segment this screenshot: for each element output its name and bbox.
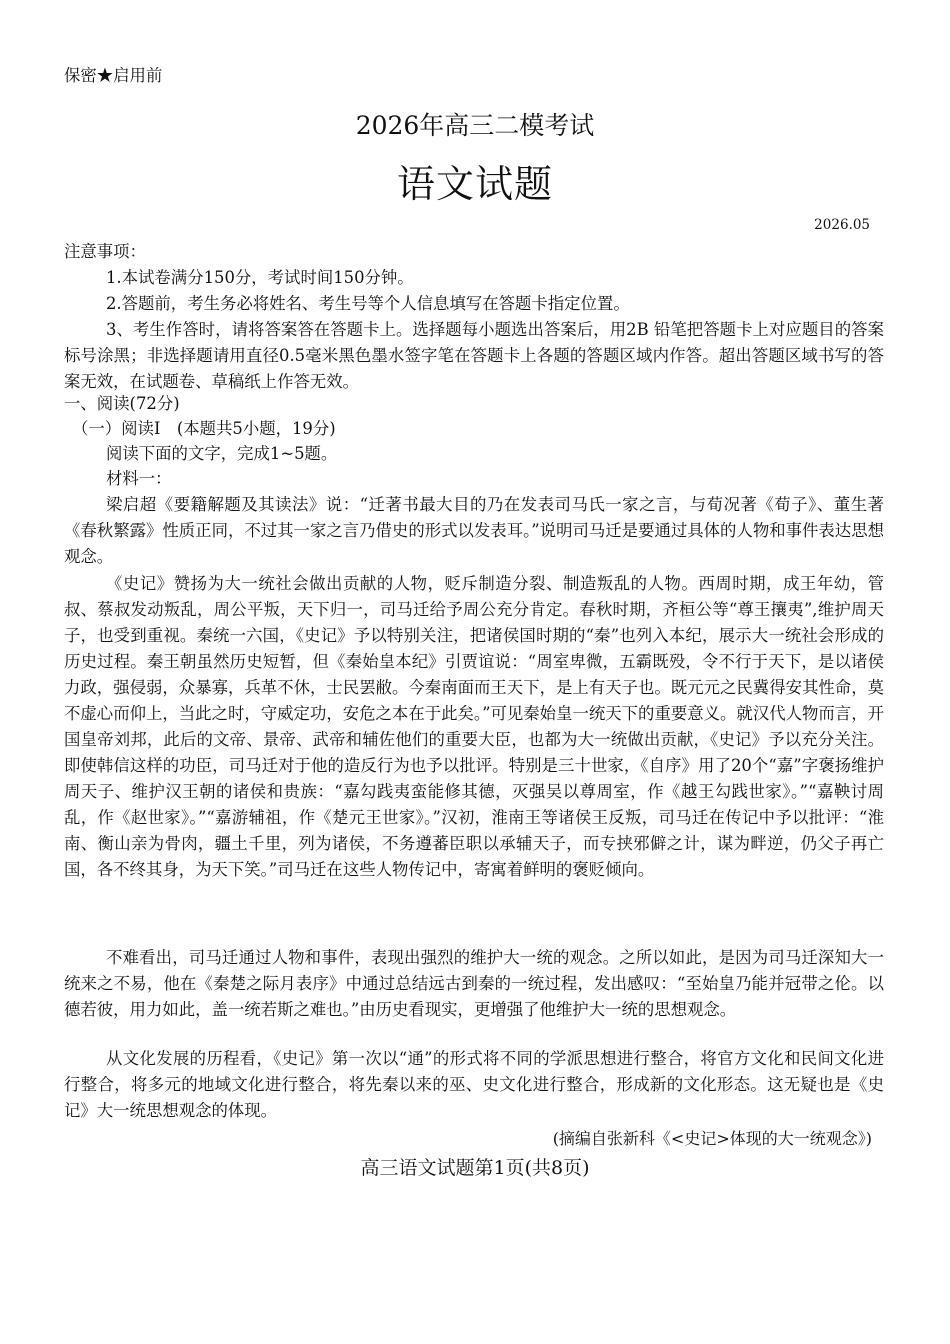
source-citation: (摘编自张新科《<史记>体现的大一统观念》)	[552, 1129, 872, 1148]
exam-title: 2026年高三二模考试	[355, 111, 595, 140]
subsection-title: （一）阅读I (本题共5小题，19分)	[72, 419, 336, 438]
confidential-label: 保密★启用前	[64, 66, 163, 85]
body-paragraph: 梁启超《要籍解题及其读法》说：“迁著书最大目的乃在发表司马氏一家之言，与荀况著《荀子》、董生著《春秋繁露》性质正同，不过其一家之言乃借史的形式以发表耳。”说明司马迁是要通过具体的人物和事件表达思想观念。	[64, 495, 884, 566]
notes-heading: 注意事项：	[64, 242, 146, 261]
body-paragraph: 《史记》赞扬为大一统社会做出贡献的人物，贬斥制造分裂、制造叛乱的人物。西周时期，成王年幼，管叔、蔡叔发动叛乱，周公平叛，天下归一，司马迁给予周公充分肯定。春秋时期，齐桓公等“尊王攘夷”,维护周天子，也受到重视。秦统一六国，《史记》予以特别关注，把诸侯国时期的“秦”也列入本纪，展示大一统社会形成的历史过程。秦王朝虽然历史短暂，但《秦始皇本纪》引贾谊说：“周室卑微，五霸既殁，令不行于天下，是以诸侯力政，强侵弱，众暴寡，兵革不休，士民罢敝。今秦南面而王天下，是上有天子也。既元元之民冀得安其性命，莫不虚心而仰上，当此之时，守威定功，安危之本在于此矣。”可见秦始皇一统天下的重要意义。就汉代人物而言，开国皇帝刘邦，此后的文帝、景帝、武帝和辅佐他们的重要大臣，也都为大一统做出贡献，《史记》予以充分关注。即使韩信这样的功臣，司马迁对于他的造反行为也予以批评。特别是三十世家，《自序》用了20个“嘉”字褒扬维护周天子、维护汉王朝的诸侯和贵族：“嘉勾践夷蛮能修其德，灭强吴以尊周室，作《越王勾践世家》。”“嘉鞅讨周乱，作《赵世家》。”“嘉游辅祖，作《楚元王世家》。”汉初，淮南王等诸侯王反叛，司马迁在传记中予以批评：“淮南、衡山亲为骨肉，疆土千里，列为诸侯，不务遵蕃臣职以承辅天子，而专挟邪僻之计，谋为畔逆，仍父子再亡国，各不终其身，为天下笑。”司马迁在这些人物传记中，寄寓着鲜明的褒贬倾向。	[64, 574, 884, 879]
exam-date: 2026.05	[814, 217, 870, 233]
note-item: 3、考生作答时，请将答案答在答题卡上。选择题每小题选出答案后，用2B 铅笔把答题卡上对应题目的答案标号涂黑；非选择题请用直径0.5毫米黑色墨水签字笔在答题卡上各题的答题区域内作答。超出答题区域书写的答案无效，在试题卷、草稿纸上作答无效。	[64, 320, 884, 391]
material-label: 材料一：	[106, 469, 172, 488]
body-paragraph: 不难看出，司马迁通过人物和事件，表现出强烈的维护大一统的观念。之所以如此，是因为司马迁深知大一统来之不易，他在《秦楚之际月表序》中通过总结远古到秦的一统过程，发出感叹：“至始皇乃能并冠带之伦。以德若彼，用力如此，盖一统若斯之难也。”由历史看现实，更增强了他维护大一统的思想观念。	[64, 948, 884, 1019]
note-item: 1.本试卷满分150分，考试时间150分钟。	[106, 268, 414, 287]
page-footer: 高三语文试题第1页(共8页)	[360, 1157, 590, 1179]
note-item: 2.答题前，考生务必将姓名、考生号等个人信息填写在答题卡指定位置。	[106, 294, 630, 313]
reading-instruction: 阅读下面的文字，完成1~5题。	[106, 444, 338, 463]
subject-title: 语文试题	[396, 162, 553, 206]
body-paragraph: 从文化发展的历程看，《史记》第一次以“通”的形式将不同的学派思想进行整合，将官方文化和民间文化进行整合，将多元的地域文化进行整合，将先秦以来的巫、史文化进行整合，形成新的文化形态。这无疑也是《史记》大一统思想观念的体现。	[64, 1049, 884, 1120]
section-title: 一、阅读(72分)	[64, 394, 180, 413]
